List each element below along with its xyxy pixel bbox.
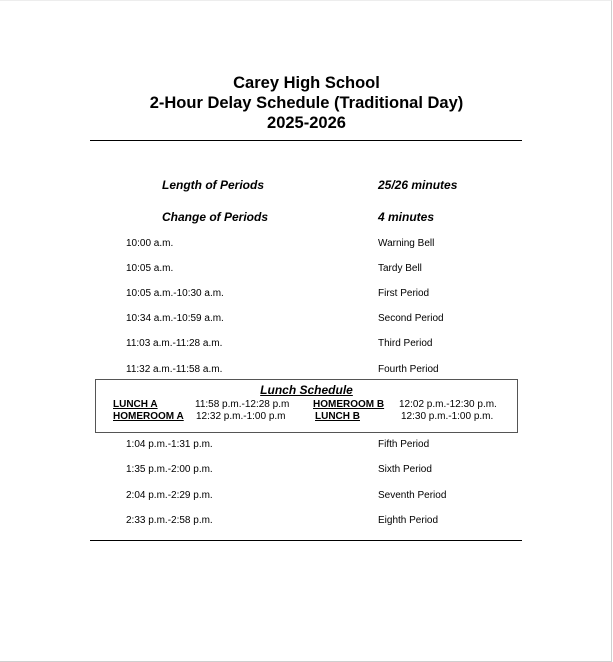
lunch-b-label: LUNCH B [315, 411, 360, 422]
period-name: First Period [378, 288, 430, 299]
period-time: 10:34 a.m.-10:59 a.m. [126, 313, 224, 324]
bottom-divider [90, 540, 522, 541]
period-name: Warning Bell [378, 238, 435, 249]
school-year: 2025-2026 [267, 114, 346, 132]
lunch-a-label: LUNCH A [113, 399, 158, 410]
period-name: Third Period [378, 338, 433, 349]
period-time: 10:00 a.m. [126, 238, 174, 249]
period-name: Seventh Period [378, 490, 447, 501]
school-name: Carey High School [233, 74, 380, 92]
top-divider [90, 140, 522, 141]
period-time: 2:33 p.m.-2:58 p.m. [126, 515, 213, 526]
lunch-a-time: 11:58 p.m.-12:28 p.m [195, 399, 290, 410]
period-name: Fourth Period [378, 364, 439, 375]
period-time: 10:05 a.m. [126, 263, 174, 274]
lunch-schedule-box [95, 379, 518, 433]
change-label: Change of Periods [162, 210, 269, 224]
period-time: 11:32 a.m.-11:58 a.m. [126, 364, 223, 375]
length-value: 25/26 minutes [378, 178, 458, 192]
homeroom-b-label: HOMEROOM B [313, 399, 385, 410]
length-label: Length of Periods [162, 178, 264, 192]
lunch-schedule-title: Lunch Schedule [260, 383, 353, 397]
period-name: Second Period [378, 313, 444, 324]
period-name: Tardy Bell [378, 263, 422, 274]
period-time: 1:04 p.m.-1:31 p.m. [126, 439, 213, 450]
document-title [0, 73, 613, 133]
schedule-title: 2-Hour Delay Schedule (Traditional Day) [149, 94, 464, 112]
period-name: Eighth Period [378, 515, 439, 526]
period-time: 10:05 a.m.-10:30 a.m. [126, 288, 224, 299]
period-name: Fifth Period [378, 439, 430, 450]
period-time: 11:03 a.m.-11:28 a.m. [126, 338, 223, 349]
period-time: 2:04 p.m.-2:29 p.m. [126, 490, 213, 501]
homeroom-a-label: HOMEROOM A [113, 411, 184, 422]
period-time: 1:35 p.m.-2:00 p.m. [126, 464, 213, 475]
period-name: Sixth Period [378, 464, 432, 475]
homeroom-b-time: 12:02 p.m.-12:30 p.m. [399, 399, 497, 410]
change-value: 4 minutes [378, 210, 435, 224]
lunch-b-time: 12:30 p.m.-1:00 p.m. [401, 411, 494, 422]
homeroom-a-time: 12:32 p.m.-1:00 p.m [196, 411, 286, 422]
